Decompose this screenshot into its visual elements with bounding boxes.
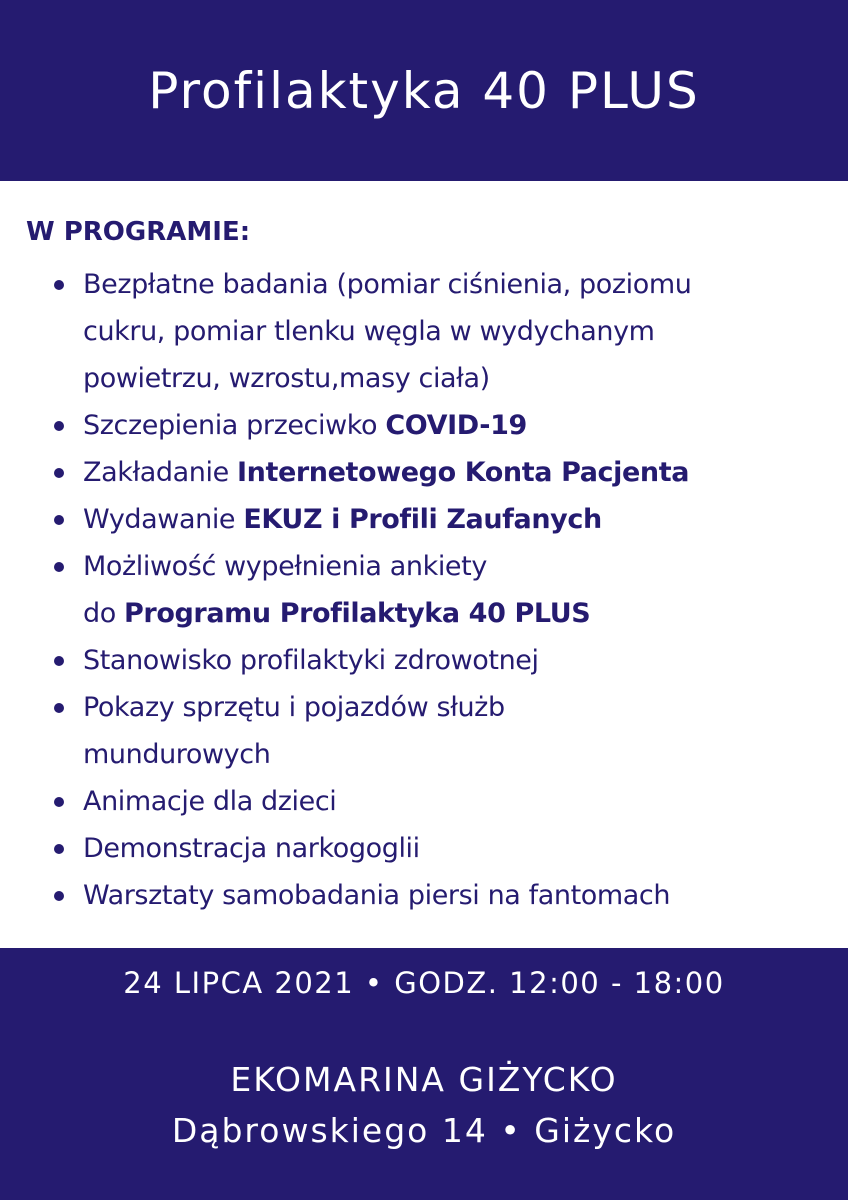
list-item [83,872,843,919]
list-item-text: Warsztaty samobadania piersi na fantomach [83,880,671,911]
list-item-line [83,402,843,449]
list-item-text: Demonstracja narkogoglii [83,833,420,864]
bullet-icon [54,421,64,431]
list-item-line [83,684,843,731]
list-item-line [83,731,843,778]
list-item [83,496,843,543]
list-item-text: mundurowych [83,739,271,770]
program-section [0,181,848,948]
list-item-text: do [83,598,125,629]
list-item-line [83,778,843,825]
list-item-line [83,590,843,637]
bullet-icon [54,656,64,666]
list-item-line [83,496,843,543]
list-item [83,825,843,872]
bullet-icon [54,891,64,901]
list-item [83,402,843,449]
list-item-text: Pokazy sprzętu i pojazdów służb [83,692,505,723]
list-item-text: Stanowisko profilaktyki zdrowotnej [83,645,539,676]
list-item-emphasis: Internetowego Konta Pacjenta [237,457,690,488]
list-item-text: powietrzu, wzrostu,masy ciała) [83,363,490,394]
list-item-emphasis: EKUZ i Profili Zaufanych [243,504,602,535]
header-banner [0,0,848,181]
list-item-line [83,825,843,872]
page-title: Profilaktyka 40 PLUS [148,61,700,120]
bullet-icon [54,562,64,572]
list-item-text: Zakładanie [83,457,237,488]
list-item-emphasis: Programu Profilaktyka 40 PLUS [124,598,591,629]
list-item-line [83,449,843,496]
venue-name: EKOMARINA GIŻYCKO [230,1060,618,1099]
list-item-line [83,637,843,684]
list-item-text: Bezpłatne badania (pomiar ciśnienia, poziomu [83,269,692,300]
list-item-text: Szczepienia przeciwko [83,410,386,441]
bullet-icon [54,468,64,478]
list-item-line [83,261,843,308]
program-list [83,261,843,919]
bullet-icon [54,515,64,525]
bullet-icon [54,280,64,290]
bullet-icon [54,844,64,854]
list-item [83,543,843,637]
list-item-line [83,355,843,402]
list-item-line [83,872,843,919]
bullet-icon [54,797,64,807]
bullet-icon [54,703,64,713]
list-item-line [83,308,843,355]
list-item-text: Animacje dla dzieci [83,786,337,817]
list-item [83,684,843,778]
list-item [83,261,843,402]
list-item [83,778,843,825]
list-item-text: Możliwość wypełnienia ankiety [83,551,487,582]
list-item-emphasis: COVID-19 [385,410,527,441]
list-item [83,637,843,684]
list-item-line [83,543,843,590]
list-item [83,449,843,496]
event-date-time: 24 LIPCA 2021 • GODZ. 12:00 - 18:00 [123,966,725,1000]
list-item-text: Wydawanie [83,504,244,535]
list-item-text: cukru, pomiar tlenku węgla w wydychanym [83,316,655,347]
program-heading: W PROGRAMIE: [26,217,251,247]
venue-address: Dąbrowskiego 14 • Giżycko [171,1111,677,1150]
footer-banner [0,948,848,1200]
